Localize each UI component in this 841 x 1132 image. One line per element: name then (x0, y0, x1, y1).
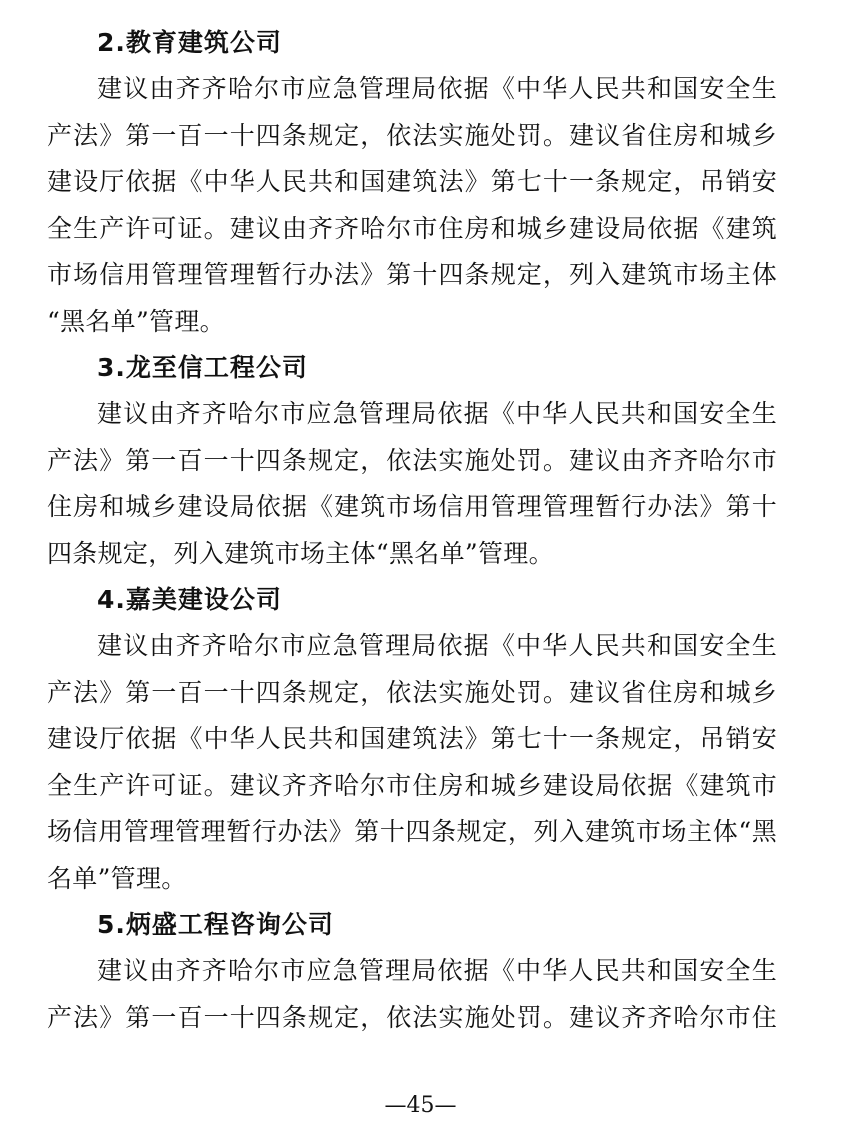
section-paragraph (47, 66, 777, 345)
section-5 (47, 902, 777, 1041)
text-line: 市场信用管理管理暂行办法》第十四条规定，列入建筑市场主体 (47, 260, 777, 289)
text-line: 建议由齐齐哈尔市应急管理局依据《中华人民共和国安全生 (97, 631, 777, 660)
text-line: 四条规定，列入建筑市场主体“黑名单”管理。 (47, 538, 554, 568)
page-number: —45— (384, 1093, 457, 1118)
text-line: 建设厅依据《中华人民共和国建筑法》第七十一条规定，吊销安 (47, 724, 777, 753)
text-line: 产法》第一百一十四条规定，依法实施处罚。建议省住房和城乡 (47, 120, 777, 150)
text-line: “黑名单”管理。 (47, 306, 225, 336)
text-line: 场信用管理管理暂行办法》第十四条规定，列入建筑市场主体“黑 (47, 817, 777, 846)
text-line: 住房和城乡建设局依据《建筑市场信用管理管理暂行办法》第十 (47, 492, 777, 521)
text-line: 建议由齐齐哈尔市应急管理局依据《中华人民共和国安全生 (97, 399, 777, 428)
text-line: 产法》第一百一十四条规定，依法实施处罚。建议齐齐哈尔市住 (47, 1002, 777, 1032)
section-4 (47, 577, 777, 902)
text-line: 建议由齐齐哈尔市应急管理局依据《中华人民共和国安全生 (97, 74, 777, 103)
section-paragraph (47, 391, 777, 577)
section-heading: 5.炳盛工程咨询公司 (97, 910, 334, 939)
section-3 (47, 345, 777, 577)
section-heading: 2.教育建筑公司 (97, 28, 282, 57)
text-line: 全生产许可证。建议齐齐哈尔市住房和城乡建设局依据《建筑市 (47, 770, 777, 800)
section-paragraph (47, 948, 777, 1041)
text-line: 产法》第一百一十四条规定，依法实施处罚。建议由齐齐哈尔市 (47, 445, 777, 475)
section-heading: 4.嘉美建设公司 (97, 585, 282, 614)
text-line: 产法》第一百一十四条规定，依法实施处罚。建议省住房和城乡 (47, 677, 777, 707)
text-line: 建议由齐齐哈尔市应急管理局依据《中华人民共和国安全生 (97, 956, 777, 985)
section-2 (47, 20, 777, 345)
text-line: 全生产许可证。建议由齐齐哈尔市住房和城乡建设局依据《建筑 (47, 213, 777, 243)
section-heading: 3.龙至信工程公司 (97, 353, 308, 382)
section-paragraph (47, 623, 777, 902)
document-body (47, 20, 777, 1041)
text-line: 名单”管理。 (47, 863, 187, 893)
text-line: 建设厅依据《中华人民共和国建筑法》第七十一条规定，吊销安 (47, 167, 777, 196)
